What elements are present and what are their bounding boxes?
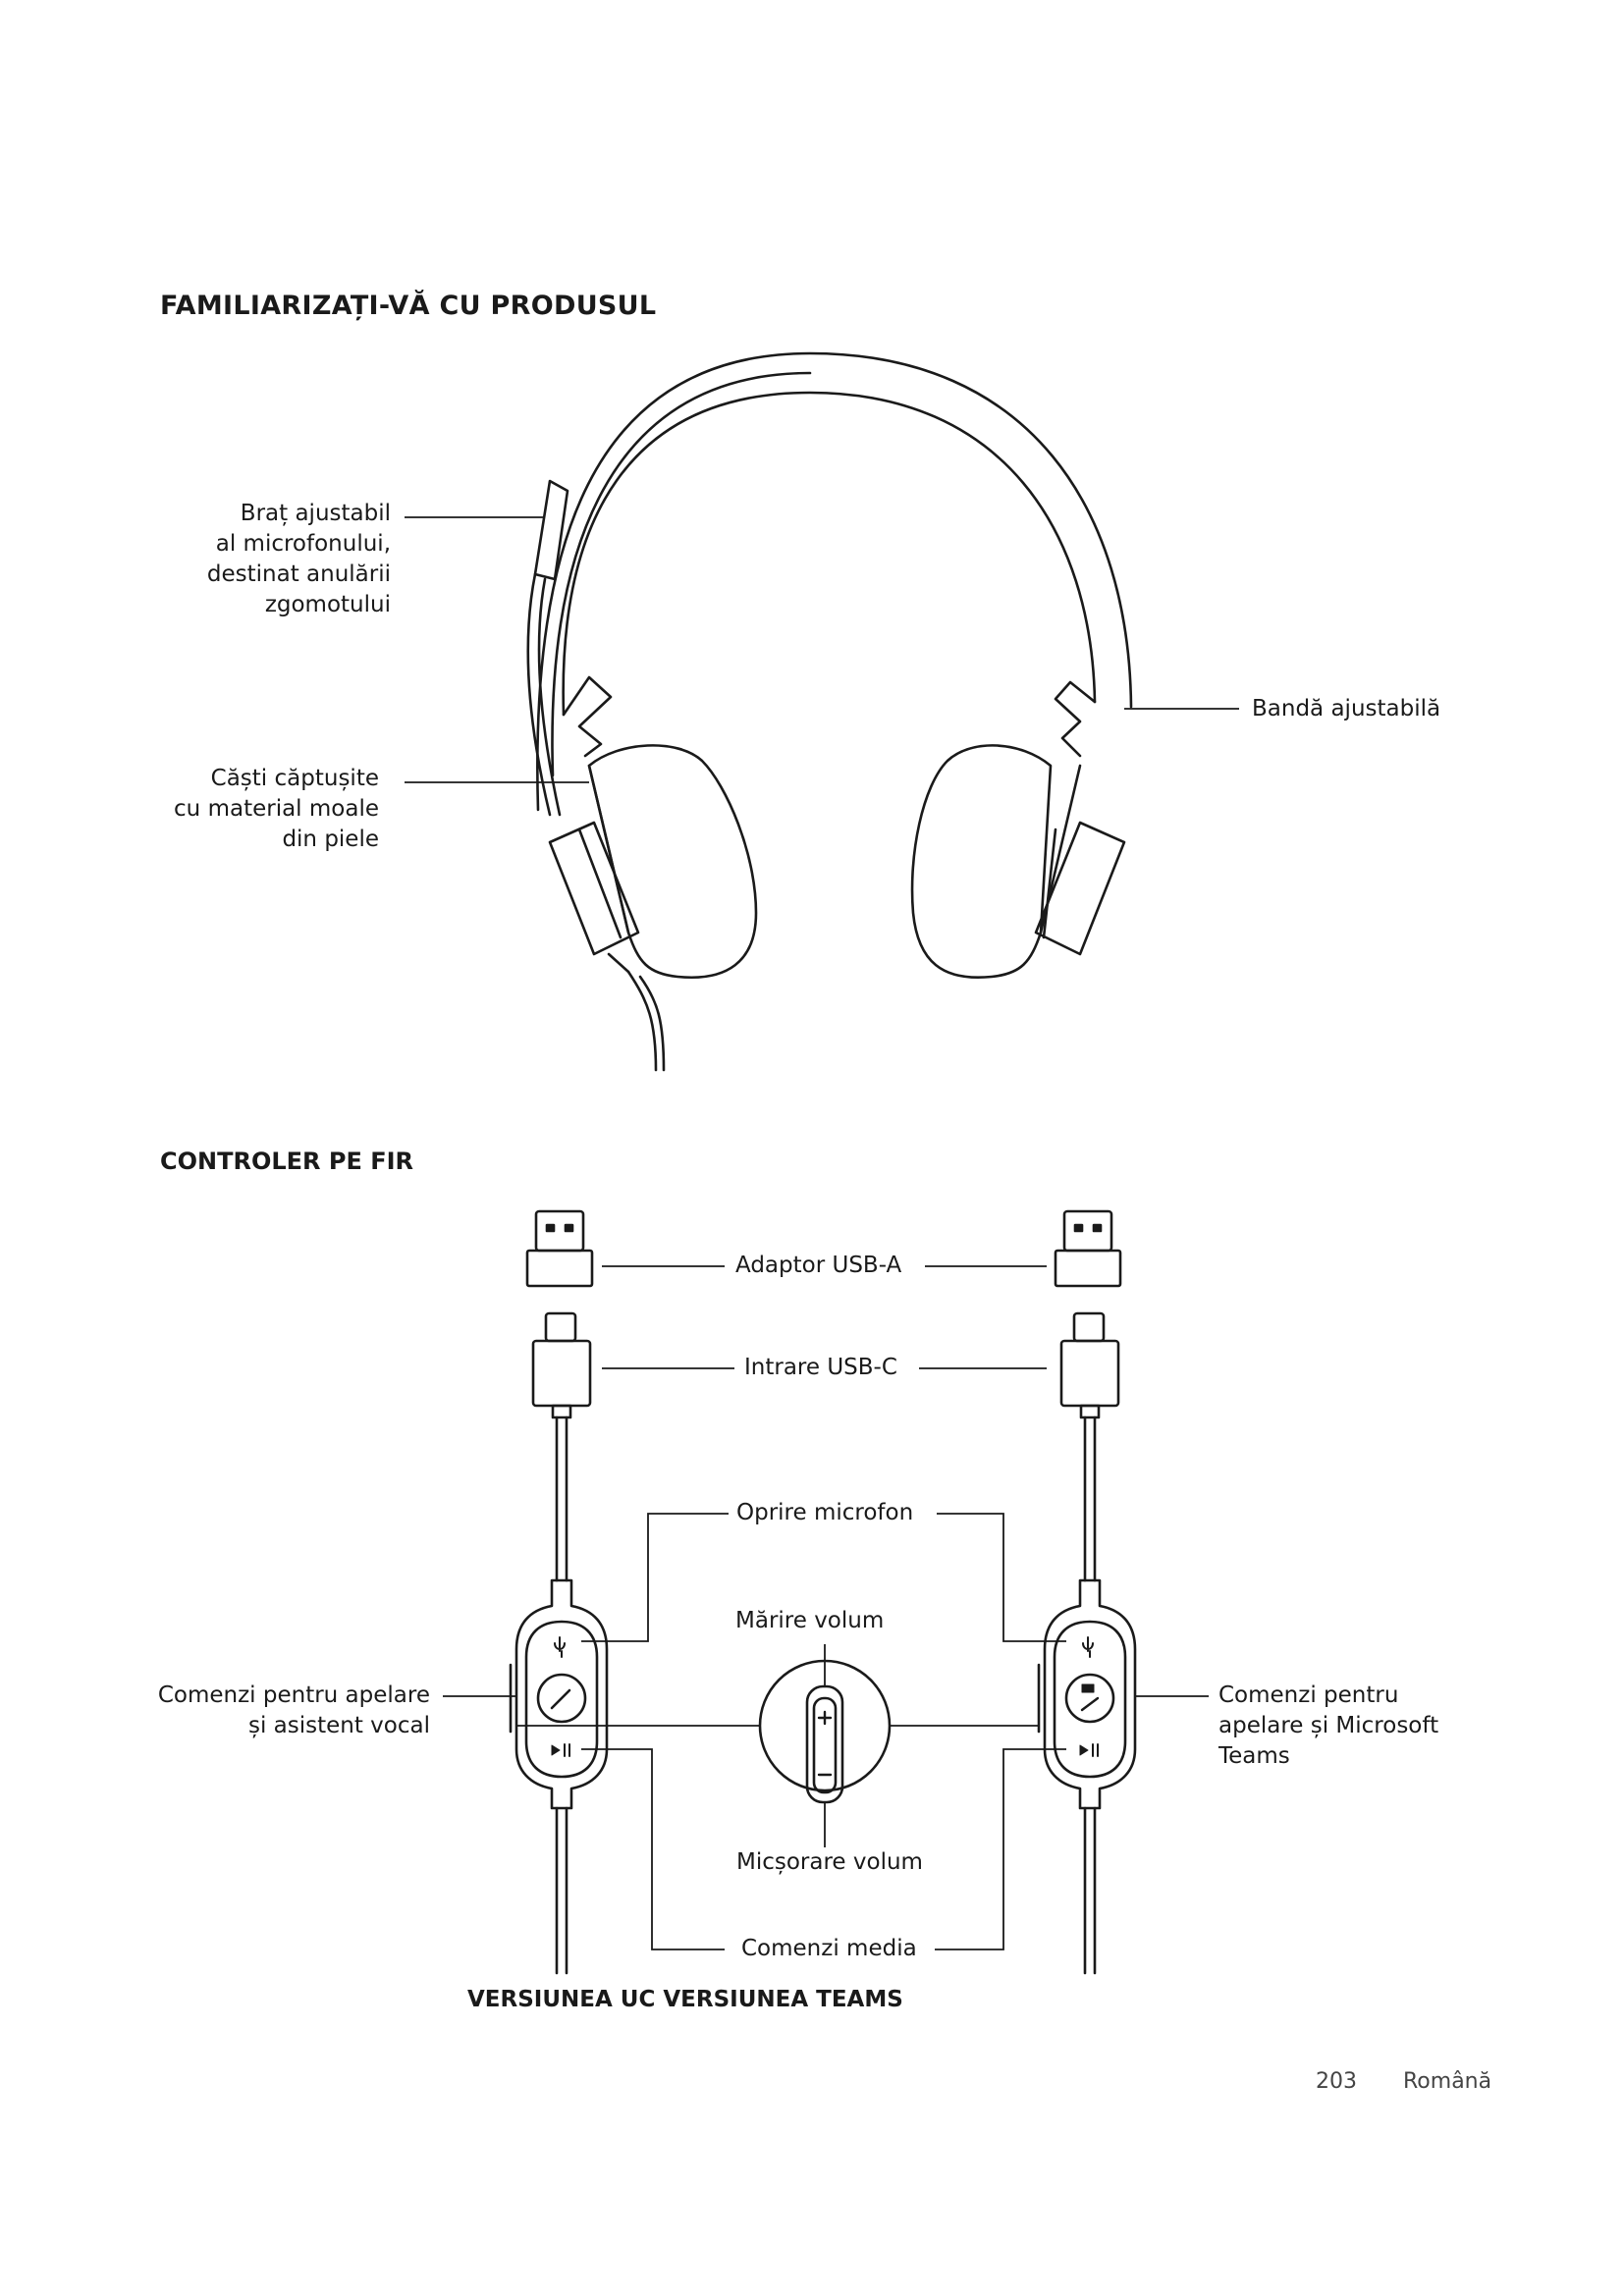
footer-language: Română	[1403, 2069, 1492, 2094]
leader-media-right	[935, 1749, 1066, 1949]
label-usb-a: Adaptor USB-A	[735, 1253, 902, 1278]
label-headband: Bandă ajustabilă	[1252, 696, 1441, 721]
label-teams-call-controls: Comenzi pentru apelare și Microsoft Teams	[1218, 1682, 1439, 1769]
page-footer	[1316, 2069, 1491, 2094]
product-section-title: FAMILIARIZAȚI-VĂ CU PRODUSUL	[160, 291, 657, 321]
label-vol-up: Mărire volum	[735, 1608, 885, 1633]
label-uc-call-controls: Comenzi pentru apelare și asistent vocal	[157, 1682, 430, 1738]
label-usb-c: Intrare USB-C	[744, 1355, 897, 1380]
leader-mute-right	[937, 1514, 1066, 1641]
label-media: Comenzi media	[741, 1936, 917, 1961]
leader-media-left	[581, 1749, 725, 1949]
label-ear-cushions: Căști căptușite cu material moale din piele	[174, 766, 379, 852]
label-mute: Oprire microfon	[736, 1500, 914, 1525]
leader-mute-left	[581, 1514, 729, 1641]
controller-section-title: CONTROLER PE FIR	[160, 1148, 414, 1175]
page-number: 203	[1316, 2069, 1357, 2094]
label-mic-boom: Braț ajustabil al microfonului, destinat anulării zgomotului	[206, 501, 391, 617]
label-vol-down: Micșorare volum	[736, 1849, 923, 1875]
versions-caption: VERSIUNEA UC VERSIUNEA TEAMS	[467, 1987, 903, 2012]
